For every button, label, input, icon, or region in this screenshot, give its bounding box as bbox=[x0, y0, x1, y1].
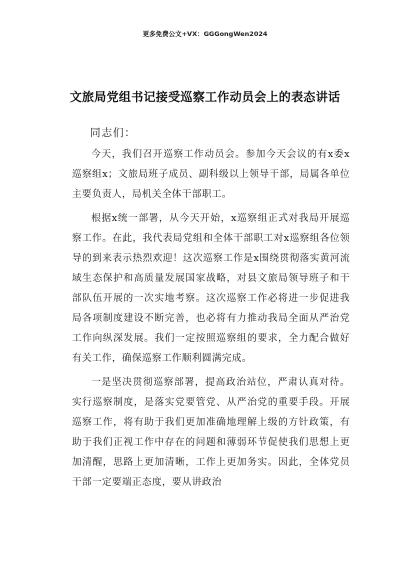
paragraph: 根据x统一部署，从今天开始，x巡察组正式对我局开展巡察工作。在此，我代表局党组和全体干部职工对x巡察组各位领导的到来表示热烈欢迎！这次巡察工作是x围绕贯彻落实黄河流域生态保护和高质量发展国家战略，对县文旅局领导班子和干部队伍开展的一次实地考察。这次巡察工作必将进一步促进我局各项制度建设不断完善，也必将有力推动我局全面从严治党工作向纵深发展。我们一定按照巡察组的要求，全力配合做好有关工作，确保巡察工作顺利圆满完成。 bbox=[72, 213, 350, 364]
paragraph: 今天，我们召开巡察工作动员会。参加今天会议的有x委x巡察组x；文旅局班子成员、副科级以上领导干部，局属各单位主要负责人，局机关全体干部职工。 bbox=[72, 149, 350, 200]
paragraph: 一是坚决贯彻巡察部署，提高政治站位，严肃认真对待。实行巡察制度，是落实党要管党、从严治党的重要手段。开展巡察工作，将有助于我们更加准确地理解上级的方针政策，有助于我们正视工作中存在的问题和薄弱环节促使我们思想上更加清醒，思路上更加清晰，工作上更加务实。因此，全体党员干部一定要端正态度，要从讲政治 bbox=[72, 377, 350, 488]
header-note: 更多免费公文+VX：GGGongWen2024 bbox=[142, 30, 268, 38]
document-body bbox=[72, 145, 350, 497]
salutation: 同志们： bbox=[90, 127, 136, 139]
document-title: 文旅局党组书记接受巡察工作动员会上的表态讲话 bbox=[69, 90, 341, 104]
